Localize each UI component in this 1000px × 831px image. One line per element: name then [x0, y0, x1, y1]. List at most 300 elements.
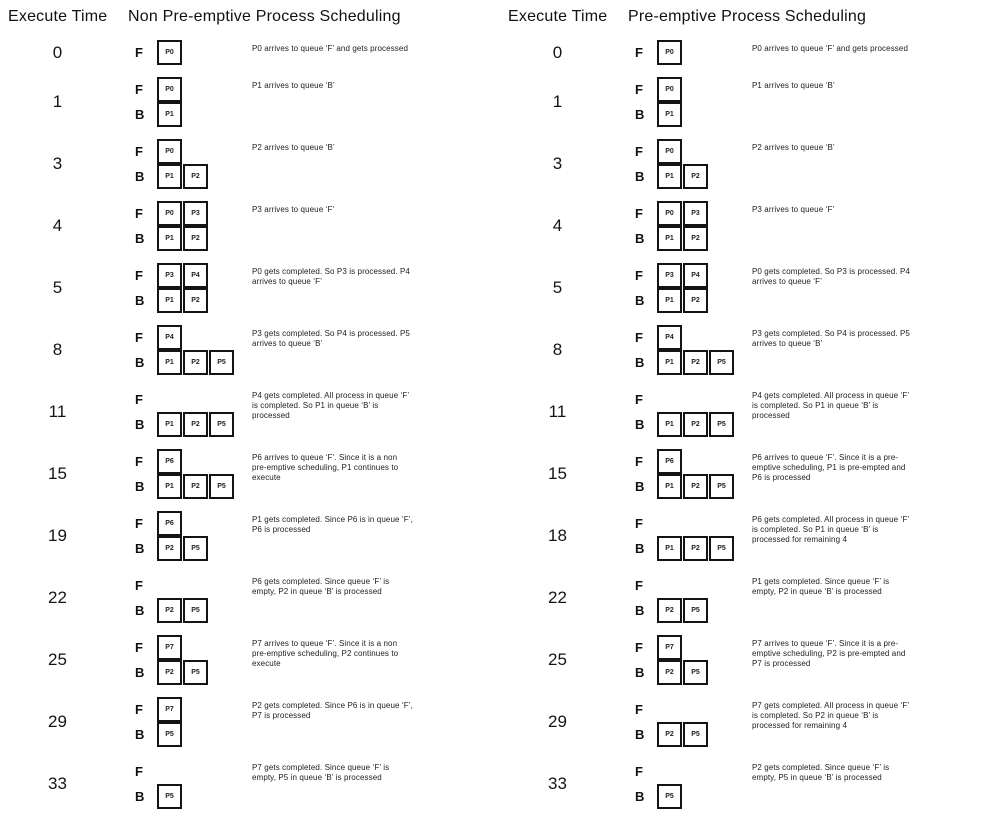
back-queue-label: B [135, 541, 145, 556]
back-queue-boxes [157, 102, 183, 127]
process-box: P0 [157, 139, 182, 164]
back-queue-label: B [135, 107, 145, 122]
execute-time-value: 18 [548, 526, 567, 545]
back-queue-boxes [157, 660, 209, 685]
back-queue-line [135, 536, 252, 561]
execute-time-value: 8 [552, 340, 563, 359]
back-queue-line [135, 412, 252, 437]
panel-header [500, 8, 1000, 32]
front-queue-boxes [657, 139, 683, 164]
process-box: P5 [657, 784, 682, 809]
execute-time-value: 0 [52, 42, 63, 62]
execute-time-value: 19 [48, 526, 67, 545]
back-queue-boxes [657, 412, 735, 437]
row-description: P4 gets completed. All process in queue ‘F’ is completed. So P1 in queue ‘B’ is processed [752, 391, 909, 420]
row-description: P2 gets completed. Since P6 is in queue ‘F’, P7 is processed [252, 701, 413, 720]
front-queue-boxes [157, 139, 183, 164]
execute-time-value: 11 [548, 402, 567, 421]
back-queue-label: B [135, 727, 145, 742]
row-description: P0 gets completed. So P3 is processed. P4 arrives to queue ‘F’ [252, 267, 410, 286]
back-queue-line [135, 474, 252, 499]
front-queue-label: F [135, 45, 143, 60]
back-queue-line [635, 288, 752, 313]
back-queue-boxes [157, 722, 183, 747]
front-queue-line [135, 263, 252, 288]
panel-header [0, 8, 500, 32]
queue-diagram [615, 697, 752, 747]
queue-diagram [115, 387, 252, 437]
row-description: P1 arrives to queue ‘B’ [252, 81, 335, 90]
back-queue-label: B [135, 293, 145, 308]
back-queue-line [635, 474, 752, 499]
back-queue-line [635, 102, 752, 127]
front-queue-label: F [135, 454, 143, 469]
process-box: P2 [683, 536, 708, 561]
queue-diagram [615, 77, 752, 127]
front-queue-boxes [657, 635, 683, 660]
back-queue-line [635, 722, 752, 747]
back-queue-boxes [157, 536, 209, 561]
queue-diagram [115, 449, 252, 499]
back-queue-boxes [157, 288, 209, 313]
process-box: P6 [157, 449, 182, 474]
back-queue-boxes [657, 350, 735, 375]
back-queue-label: B [135, 665, 145, 680]
front-queue-label: F [135, 764, 143, 779]
execute-time-value: 15 [48, 464, 67, 483]
queue-diagram [615, 449, 752, 499]
queue-diagram [615, 263, 752, 313]
execute-time-value: 29 [548, 712, 567, 731]
back-queue-line [135, 350, 252, 375]
execute-time-value: 1 [52, 92, 63, 111]
back-queue-boxes [157, 412, 235, 437]
back-queue-line [635, 350, 752, 375]
process-box: P1 [157, 412, 182, 437]
back-queue-boxes [657, 536, 735, 561]
front-queue-line [135, 449, 252, 474]
back-queue-boxes [657, 226, 709, 251]
process-box: P2 [683, 164, 708, 189]
back-queue-line [635, 598, 752, 623]
back-queue-label: B [135, 169, 145, 184]
queue-diagram [615, 40, 752, 65]
process-box: P1 [157, 350, 182, 375]
process-box: P5 [709, 350, 734, 375]
process-box: P0 [657, 77, 682, 102]
process-box: P0 [657, 139, 682, 164]
row-description: P3 arrives to queue ‘F’ [752, 205, 835, 214]
queue-diagram [615, 387, 752, 437]
front-queue-boxes [157, 697, 183, 722]
process-box: P1 [657, 226, 682, 251]
schedule-row [500, 573, 1000, 623]
queue-diagram [115, 697, 252, 747]
front-queue-line [635, 573, 752, 598]
row-description: P6 gets completed. All process in queue ‘F’ is completed. So P1 in queue ‘B’ is processed for remaining 4 [752, 515, 909, 544]
process-box: P5 [183, 598, 208, 623]
panel-preemptive [500, 0, 1000, 831]
front-queue-label: F [635, 82, 643, 97]
schedule-row [0, 759, 500, 809]
row-description: P7 gets completed. All process in queue ‘F’ is completed. So P2 in queue ‘B’ is processed for remaining 4 [752, 701, 909, 730]
back-queue-line [635, 164, 752, 189]
process-box: P2 [157, 598, 182, 623]
execute-time-header: Execute Time [8, 8, 108, 25]
execute-time-value: 22 [48, 588, 67, 607]
schedule-row [500, 387, 1000, 437]
process-box: P2 [183, 474, 208, 499]
process-box: P5 [209, 350, 234, 375]
process-box: P0 [157, 77, 182, 102]
row-description: P6 gets completed. Since queue ‘F’ is empty, P2 in queue ‘B’ is processed [252, 577, 390, 596]
queue-diagram [615, 139, 752, 189]
row-description: P7 arrives to queue ‘F’. Since it is a non pre-emptive scheduling, P2 continues to execute [252, 639, 399, 668]
back-queue-label: B [135, 479, 145, 494]
schedule-row [0, 511, 500, 561]
execute-time-value: 29 [48, 712, 67, 731]
process-box: P2 [183, 226, 208, 251]
front-queue-label: F [135, 640, 143, 655]
back-queue-line [635, 412, 752, 437]
process-box: P2 [657, 722, 682, 747]
process-box: P2 [183, 164, 208, 189]
process-box: P5 [709, 412, 734, 437]
process-box: P1 [657, 164, 682, 189]
process-box: P5 [709, 474, 734, 499]
back-queue-label: B [635, 727, 645, 742]
back-queue-boxes [657, 474, 735, 499]
process-box: P4 [683, 263, 708, 288]
front-queue-line [635, 263, 752, 288]
process-box: P6 [157, 511, 182, 536]
execute-time-value: 5 [52, 278, 63, 297]
process-box: P2 [183, 350, 208, 375]
row-description: P0 arrives to queue ‘F’ and gets processed [752, 44, 908, 53]
back-queue-boxes [157, 474, 235, 499]
front-queue-boxes [157, 449, 183, 474]
process-box: P6 [657, 449, 682, 474]
front-queue-line [635, 449, 752, 474]
process-box: P5 [209, 412, 234, 437]
back-queue-line [635, 536, 752, 561]
front-queue-label: F [135, 268, 143, 283]
queue-diagram [115, 511, 252, 561]
front-queue-label: F [635, 206, 643, 221]
process-box: P1 [157, 474, 182, 499]
process-box: P1 [657, 350, 682, 375]
process-box: P1 [157, 164, 182, 189]
front-queue-boxes [157, 77, 183, 102]
front-queue-label: F [135, 392, 143, 407]
rows-container [0, 40, 500, 809]
queue-diagram [115, 263, 252, 313]
process-box: P2 [157, 536, 182, 561]
front-queue-line [635, 77, 752, 102]
back-queue-line [635, 660, 752, 685]
execute-time-value: 3 [552, 154, 563, 173]
schedule-row [0, 697, 500, 747]
execute-time-value: 33 [48, 774, 67, 793]
front-queue-line [135, 77, 252, 102]
front-queue-label: F [635, 268, 643, 283]
process-box: P5 [683, 722, 708, 747]
execute-time-value: 8 [52, 340, 63, 359]
front-queue-boxes [657, 325, 683, 350]
row-description: P2 gets completed. Since queue ‘F’ is empty, P5 in queue ‘B’ is processed [752, 763, 890, 782]
execute-time-value: 33 [548, 774, 567, 793]
process-box: P3 [157, 263, 182, 288]
row-description: P2 arrives to queue ‘B’ [752, 143, 835, 152]
process-box: P3 [683, 201, 708, 226]
schedule-row [0, 635, 500, 685]
front-queue-line [135, 325, 252, 350]
back-queue-label: B [635, 541, 645, 556]
process-box: P2 [183, 288, 208, 313]
back-queue-boxes [657, 598, 709, 623]
front-queue-label: F [635, 45, 643, 60]
process-box: P1 [157, 288, 182, 313]
process-box: P5 [709, 536, 734, 561]
row-description: P3 gets completed. So P4 is processed. P5 arrives to queue ‘B’ [752, 329, 910, 348]
schedule-row [0, 201, 500, 251]
back-queue-label: B [135, 355, 145, 370]
process-box: P1 [657, 288, 682, 313]
front-queue-boxes [657, 77, 683, 102]
back-queue-boxes [157, 164, 209, 189]
execute-time-value: 4 [52, 216, 63, 235]
front-queue-line [635, 511, 752, 536]
process-box: P2 [683, 412, 708, 437]
process-box: P5 [183, 536, 208, 561]
row-description: P3 arrives to queue ‘F’ [252, 205, 335, 214]
front-queue-boxes [157, 635, 183, 660]
back-queue-label: B [635, 231, 645, 246]
process-box: P7 [657, 635, 682, 660]
front-queue-label: F [135, 330, 143, 345]
front-queue-label: F [135, 516, 143, 531]
execute-time-value: 22 [548, 588, 567, 607]
front-queue-boxes [657, 263, 709, 288]
queue-diagram [615, 201, 752, 251]
row-description: P6 arrives to queue ‘F’. Since it is a non pre-emptive scheduling, P1 continues to execute [252, 453, 399, 482]
process-box: P2 [183, 412, 208, 437]
front-queue-line [135, 201, 252, 226]
row-description: P2 arrives to queue ‘B’ [252, 143, 335, 152]
queue-diagram [115, 573, 252, 623]
process-box: P4 [157, 325, 182, 350]
back-queue-label: B [635, 665, 645, 680]
schedule-row [0, 387, 500, 437]
schedule-row [0, 325, 500, 375]
schedule-row [500, 263, 1000, 313]
front-queue-label: F [635, 578, 643, 593]
row-description: P1 gets completed. Since P6 is in queue ‘F’, P6 is processed [252, 515, 413, 534]
process-box: P4 [657, 325, 682, 350]
front-queue-boxes [157, 511, 183, 536]
schedule-row [500, 511, 1000, 561]
front-queue-line [135, 40, 252, 65]
panel-title: Non Pre-emptive Process Scheduling [128, 8, 401, 25]
front-queue-line [135, 387, 252, 412]
back-queue-line [635, 784, 752, 809]
queue-diagram [115, 40, 252, 65]
process-box: P5 [157, 722, 182, 747]
front-queue-boxes [157, 201, 209, 226]
back-queue-line [135, 164, 252, 189]
back-queue-boxes [657, 164, 709, 189]
back-queue-boxes [157, 598, 209, 623]
process-box: P1 [157, 226, 182, 251]
row-description: P6 arrives to queue ‘F’. Since it is a pre-emptive scheduling, P1 is pre-empted and P6 is processed [752, 453, 906, 482]
back-queue-label: B [635, 479, 645, 494]
execute-time-value: 25 [48, 650, 67, 669]
front-queue-boxes [157, 325, 183, 350]
front-queue-label: F [135, 702, 143, 717]
queue-diagram [115, 201, 252, 251]
front-queue-label: F [635, 764, 643, 779]
front-queue-line [135, 635, 252, 660]
process-box: P1 [657, 412, 682, 437]
process-box: P5 [683, 660, 708, 685]
back-queue-line [135, 288, 252, 313]
process-box: P7 [157, 635, 182, 660]
execute-time-value: 3 [52, 154, 63, 173]
process-box: P5 [183, 660, 208, 685]
process-box: P0 [157, 40, 182, 65]
front-queue-line [135, 139, 252, 164]
back-queue-label: B [635, 293, 645, 308]
back-queue-boxes [657, 102, 683, 127]
execute-time-header: Execute Time [508, 8, 608, 25]
back-queue-boxes [157, 226, 209, 251]
schedule-row [0, 40, 500, 65]
row-description: P0 arrives to queue ‘F’ and gets processed [252, 44, 408, 53]
front-queue-line [135, 697, 252, 722]
process-box: P2 [683, 288, 708, 313]
front-queue-line [635, 387, 752, 412]
row-description: P3 gets completed. So P4 is processed. P5 arrives to queue ‘B’ [252, 329, 410, 348]
process-box: P4 [183, 263, 208, 288]
back-queue-label: B [135, 231, 145, 246]
front-queue-line [635, 201, 752, 226]
schedule-row [0, 263, 500, 313]
process-box: P1 [657, 474, 682, 499]
back-queue-boxes [657, 288, 709, 313]
front-queue-label: F [135, 82, 143, 97]
process-box: P2 [683, 226, 708, 251]
front-queue-line [135, 511, 252, 536]
schedule-row [500, 201, 1000, 251]
schedule-row [500, 449, 1000, 499]
process-box: P1 [157, 102, 182, 127]
front-queue-line [635, 139, 752, 164]
front-queue-label: F [635, 330, 643, 345]
back-queue-line [135, 784, 252, 809]
schedule-row [500, 697, 1000, 747]
schedule-row [0, 139, 500, 189]
front-queue-label: F [635, 392, 643, 407]
back-queue-line [635, 226, 752, 251]
execute-time-value: 11 [48, 402, 67, 421]
process-box: P2 [157, 660, 182, 685]
process-box: P2 [683, 350, 708, 375]
back-queue-boxes [657, 722, 709, 747]
schedule-row [500, 325, 1000, 375]
front-queue-label: F [635, 454, 643, 469]
queue-diagram [115, 635, 252, 685]
schedule-row [500, 40, 1000, 65]
back-queue-line [135, 102, 252, 127]
back-queue-label: B [635, 355, 645, 370]
front-queue-label: F [135, 206, 143, 221]
back-queue-boxes [657, 784, 683, 809]
back-queue-label: B [635, 603, 645, 618]
process-box: P1 [657, 536, 682, 561]
back-queue-line [135, 722, 252, 747]
process-box: P5 [157, 784, 182, 809]
process-box: P3 [657, 263, 682, 288]
row-description: P7 arrives to queue ‘F’. Since it is a pre-emptive scheduling, P2 is pre-empted and P7 is processed [752, 639, 906, 668]
back-queue-label: B [635, 169, 645, 184]
execute-time-value: 4 [552, 216, 563, 235]
back-queue-boxes [157, 784, 183, 809]
process-box: P1 [657, 102, 682, 127]
process-box: P0 [157, 201, 182, 226]
execute-time-value: 0 [552, 42, 563, 62]
schedule-row [500, 635, 1000, 685]
queue-diagram [115, 139, 252, 189]
front-queue-label: F [635, 516, 643, 531]
execute-time-value: 15 [548, 464, 567, 483]
row-description: P7 gets completed. Since queue ‘F’ is empty, P5 in queue ‘B’ is processed [252, 763, 390, 782]
back-queue-boxes [157, 350, 235, 375]
queue-diagram [115, 77, 252, 127]
front-queue-line [135, 573, 252, 598]
queue-diagram [615, 635, 752, 685]
row-description: P4 gets completed. All process in queue ‘F’ is completed. So P1 in queue ‘B’ is processed [252, 391, 409, 420]
back-queue-line [135, 660, 252, 685]
process-box: P7 [157, 697, 182, 722]
front-queue-boxes [657, 201, 709, 226]
front-queue-line [635, 759, 752, 784]
execute-time-value: 1 [552, 92, 563, 111]
process-box: P5 [209, 474, 234, 499]
panel-title: Pre-emptive Process Scheduling [628, 8, 867, 25]
front-queue-label: F [635, 640, 643, 655]
queue-diagram [615, 511, 752, 561]
back-queue-line [135, 598, 252, 623]
queue-diagram [615, 325, 752, 375]
process-box: P2 [657, 660, 682, 685]
schedule-row [500, 139, 1000, 189]
back-queue-label: B [135, 417, 145, 432]
row-description: P1 gets completed. Since queue ‘F’ is empty, P2 in queue ‘B’ is processed [752, 577, 890, 596]
process-box: P3 [183, 201, 208, 226]
front-queue-line [635, 40, 752, 65]
queue-diagram [115, 759, 252, 809]
front-queue-boxes [157, 40, 183, 65]
front-queue-boxes [657, 40, 683, 65]
front-queue-line [635, 635, 752, 660]
process-box: P2 [683, 474, 708, 499]
process-box: P2 [657, 598, 682, 623]
front-queue-label: F [635, 702, 643, 717]
front-queue-line [135, 759, 252, 784]
execute-time-value: 25 [548, 650, 567, 669]
schedule-row [500, 759, 1000, 809]
execute-time-value: 5 [552, 278, 563, 297]
